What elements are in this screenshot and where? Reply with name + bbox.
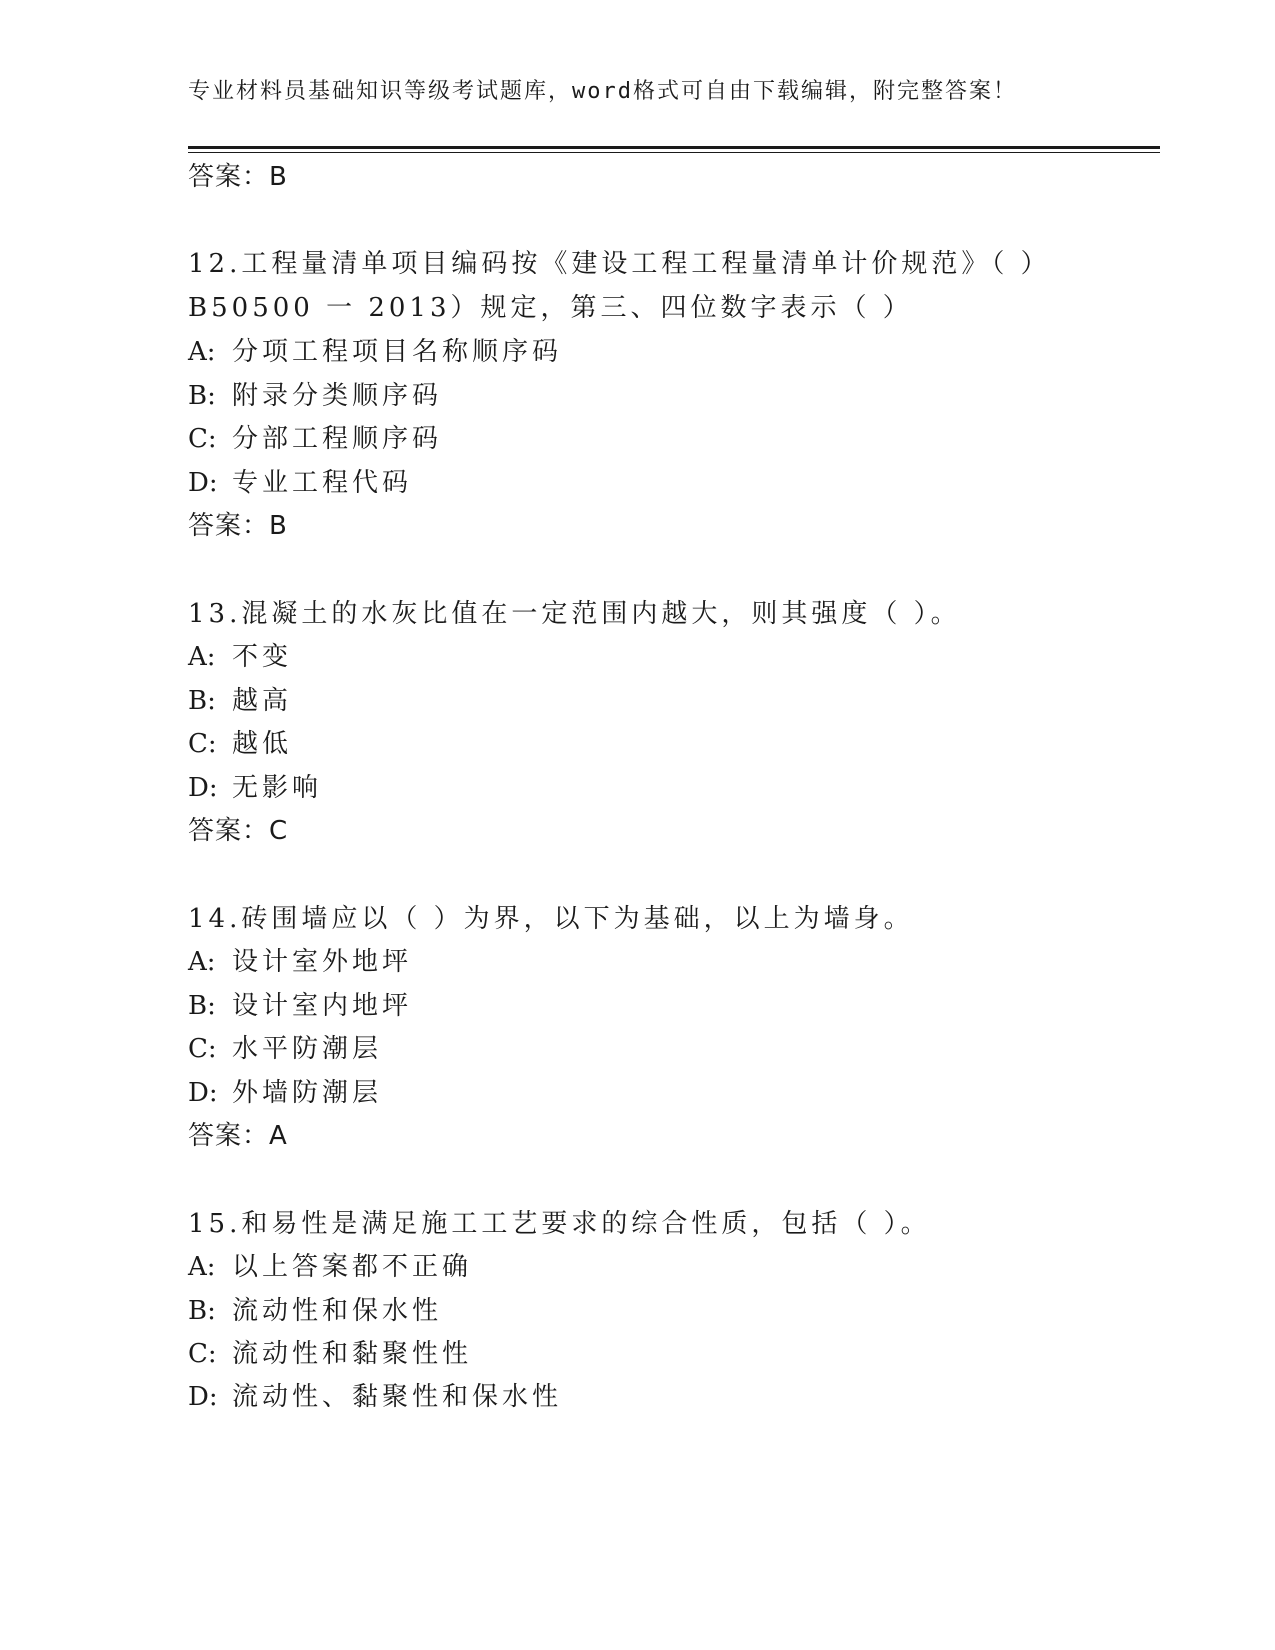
question-15-option-d [188, 1376, 562, 1413]
question-14-answer: 答案：A [188, 1121, 288, 1151]
question-15-option-b [188, 1290, 442, 1327]
question-13-option-b [188, 680, 292, 717]
option-letter: B: [188, 991, 216, 1021]
option-text: 专业工程代码 [232, 468, 413, 498]
option-letter: C: [188, 1339, 217, 1369]
option-letter: C: [188, 1034, 217, 1064]
option-text: 水平防潮层 [232, 1034, 383, 1064]
question-15-option-c [188, 1333, 472, 1370]
option-text: 不变 [232, 642, 293, 672]
option-text: 分部工程顺序码 [232, 424, 443, 454]
question-12-answer: 答案：B [188, 511, 288, 541]
question-13-option-d [188, 767, 322, 804]
question-14-option-d [188, 1072, 382, 1109]
option-text: 流动性、黏聚性和保水性 [232, 1382, 563, 1412]
question-12-option-b [188, 375, 442, 412]
header-rule-thin [188, 152, 1160, 153]
question-12-option-c [188, 418, 442, 455]
question-12-stem-line2: B50500 一 2013）规定，第三、四位数字表示（ ） [188, 293, 913, 323]
option-text: 流动性和黏聚性性 [232, 1339, 473, 1369]
question-14-option-c [188, 1028, 382, 1065]
option-text: 外墙防潮层 [232, 1078, 383, 1108]
option-letter: A: [188, 337, 216, 367]
option-text: 分项工程项目名称顺序码 [232, 337, 563, 367]
option-letter: B: [188, 381, 216, 411]
option-letter: D: [188, 468, 218, 498]
question-15-option-a [188, 1246, 472, 1283]
option-letter: B: [188, 1296, 216, 1326]
header-rule-thick [188, 146, 1160, 149]
option-letter: B: [188, 686, 216, 716]
option-letter: C: [188, 424, 217, 454]
option-letter: C: [188, 729, 217, 759]
previous-answer: 答案：B [188, 162, 288, 192]
question-13-answer: 答案：C [188, 816, 289, 846]
question-14-option-a [188, 941, 412, 978]
page-header-title: 专业材料员基础知识等级考试题库，word格式可自由下载编辑，附完整答案！ [188, 79, 1017, 104]
question-15-stem: 15.和易性是满足施工工艺要求的综合性质，包括（ ）。 [188, 1209, 931, 1239]
question-12-option-d [188, 462, 412, 499]
option-letter: A: [188, 642, 216, 672]
option-text: 以上答案都不正确 [232, 1252, 473, 1282]
option-text: 越低 [232, 729, 293, 759]
option-letter: D: [188, 1382, 218, 1412]
option-letter: D: [188, 1078, 218, 1108]
question-13-option-a [188, 636, 292, 673]
question-13-stem: 13.混凝土的水灰比值在一定范围内越大，则其强度（ ）。 [188, 599, 961, 629]
option-letter: D: [188, 773, 218, 803]
question-14-option-b [188, 985, 412, 1022]
question-14-stem: 14.砖围墙应以（ ）为界，以下为基础，以上为墙身。 [188, 904, 914, 934]
option-text: 无影响 [232, 773, 323, 803]
option-text: 附录分类顺序码 [232, 381, 443, 411]
option-text: 流动性和保水性 [232, 1296, 443, 1326]
option-text: 设计室内地坪 [232, 991, 413, 1021]
question-12-stem-line1: 12.工程量清单项目编码按《建设工程工程量清单计价规范》（ ） [188, 249, 1051, 279]
question-13-option-c [188, 723, 292, 760]
option-text: 设计室外地坪 [232, 947, 413, 977]
option-text: 越高 [232, 686, 293, 716]
option-letter: A: [188, 947, 216, 977]
question-12-option-a [188, 331, 562, 368]
option-letter: A: [188, 1252, 216, 1282]
